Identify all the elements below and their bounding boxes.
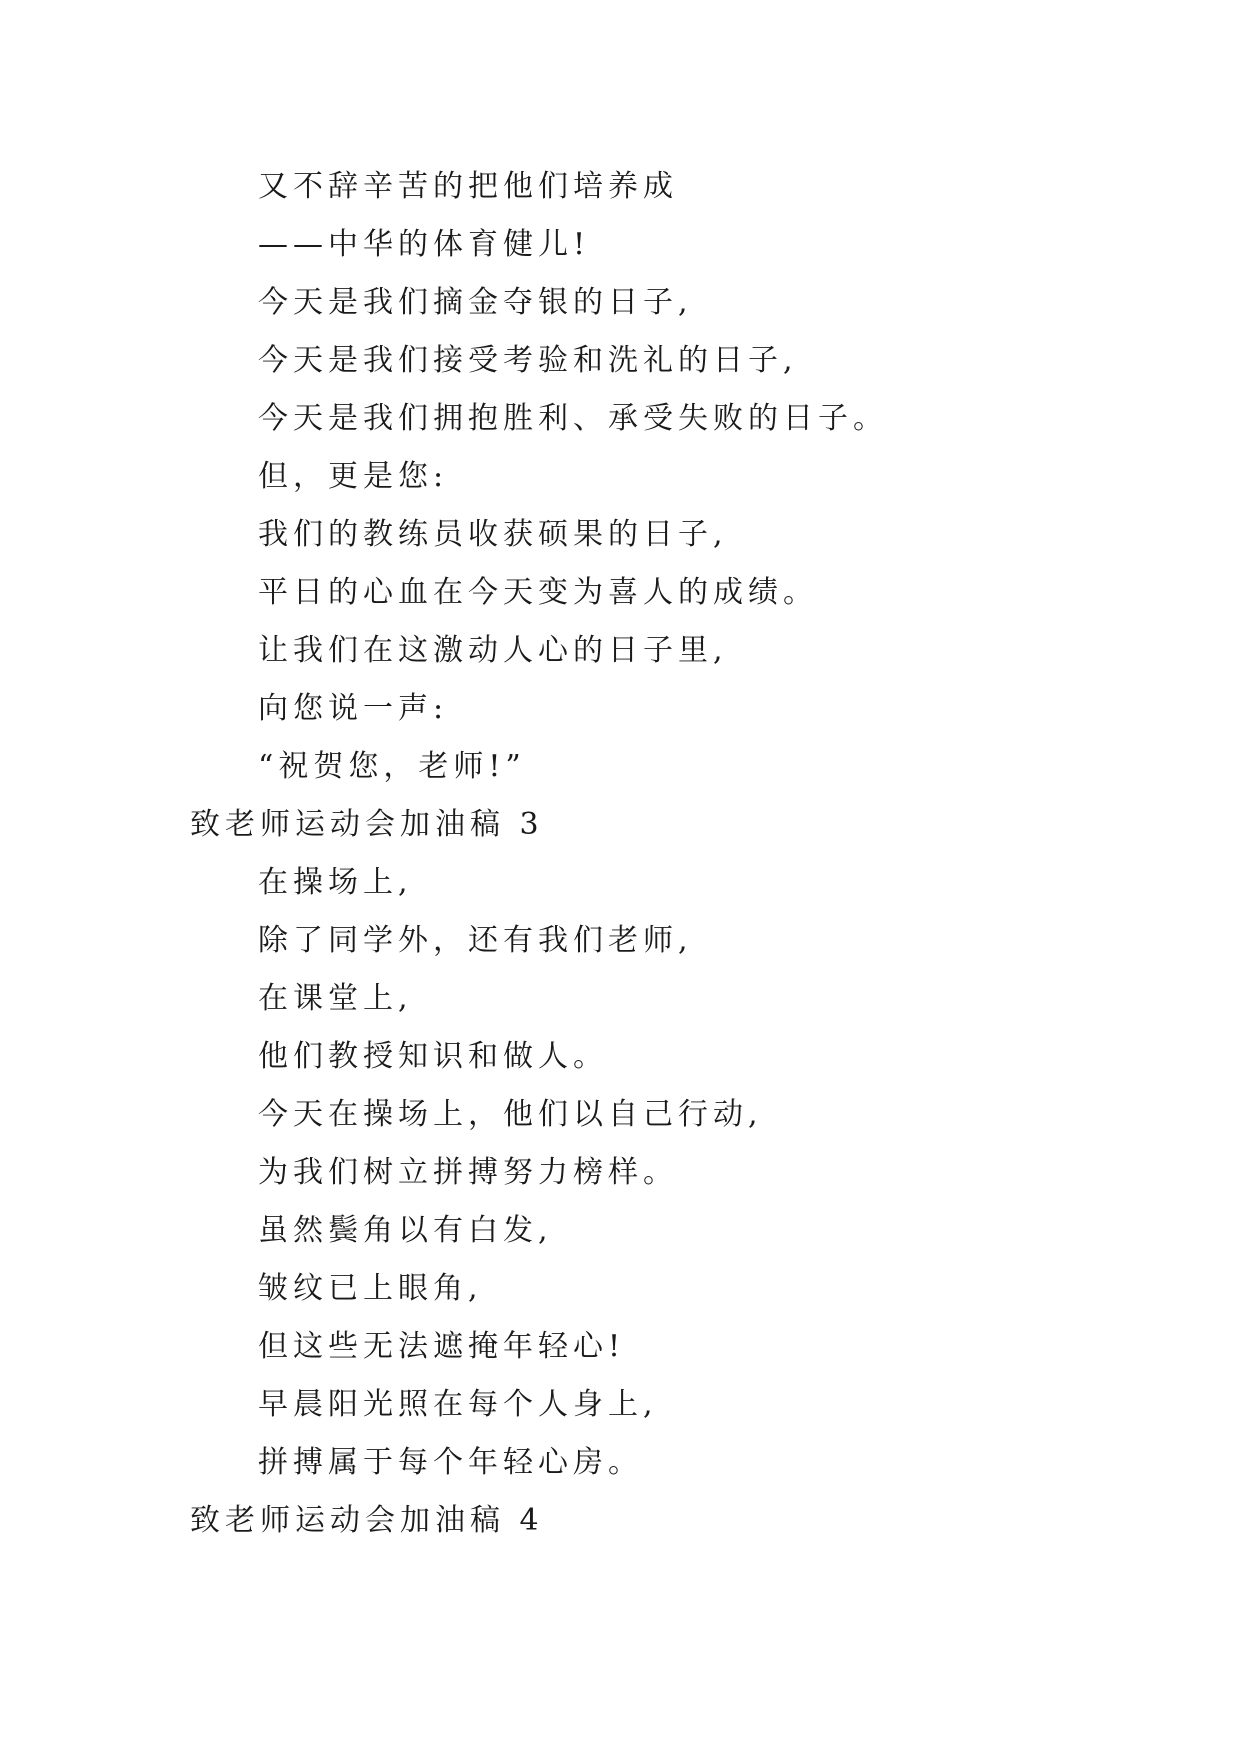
section-heading-3: 致老师运动会加油稿 3 — [190, 807, 544, 842]
poem-line: 在操场上, — [258, 865, 413, 900]
poem-line: 早晨阳光照在每个人身上, — [258, 1387, 658, 1422]
poem-line: 又不辞辛苦的把他们培养成 — [258, 169, 678, 204]
poem-line: 但这些无法遮掩年轻心! — [258, 1329, 626, 1364]
poem-line: 今天是我们摘金夺银的日子, — [258, 285, 693, 320]
poem-line: 让我们在这激动人心的日子里, — [258, 633, 728, 668]
poem-line: 我们的教练员收获硕果的日子, — [258, 517, 728, 552]
poem-line: 在课堂上, — [258, 981, 413, 1016]
poem-line: 今天在操场上，他们以自己行动, — [258, 1097, 763, 1132]
poem-line: 拼搏属于每个年轻心房。 — [258, 1445, 643, 1480]
poem-line: 但，更是您: — [258, 459, 449, 494]
poem-line: 虽然鬓角以有白发, — [258, 1213, 553, 1248]
poem-line: 平日的心血在今天变为喜人的成绩。 — [258, 575, 818, 610]
poem-line: ——中华的体育健儿! — [258, 227, 591, 262]
poem-line: 向您说一声: — [258, 691, 449, 726]
poem-line: 为我们树立拼搏努力榜样。 — [258, 1155, 678, 1190]
document-body — [0, 158, 1241, 1550]
poem-line: 皱纹已上眼角, — [258, 1271, 483, 1306]
poem-line: “祝贺您，老师!” — [258, 749, 526, 784]
poem-line: 除了同学外，还有我们老师, — [258, 923, 693, 958]
poem-line: 今天是我们接受考验和洗礼的日子, — [258, 343, 798, 378]
poem-line: 今天是我们拥抱胜利、承受失败的日子。 — [258, 401, 888, 436]
poem-line: 他们教授知识和做人。 — [258, 1039, 608, 1074]
section-heading-4: 致老师运动会加油稿 4 — [190, 1503, 544, 1538]
